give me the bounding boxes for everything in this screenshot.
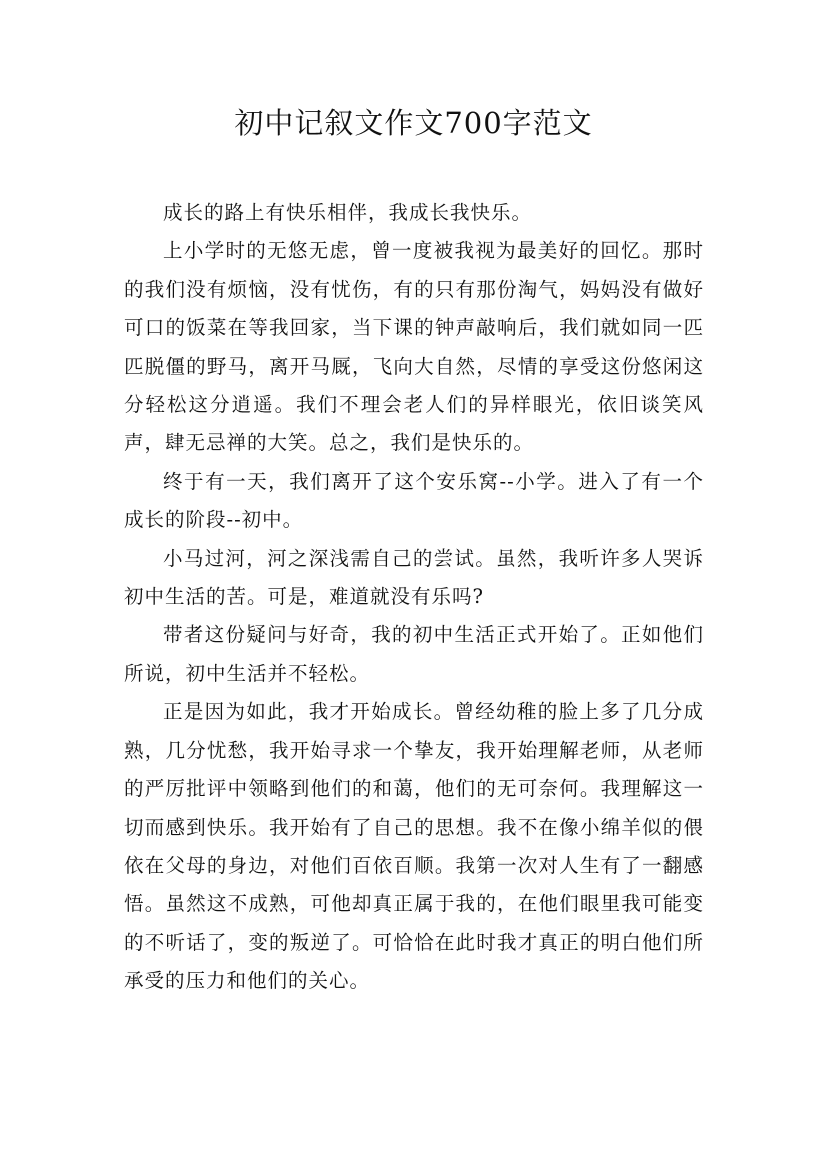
paragraph: 成长的路上有快乐相伴，我成长我快乐。 bbox=[163, 201, 533, 224]
paragraph: 上小学时的无悠无虑，曾一度被我视为最美好的回忆。那时的我们没有烦恼，没有忧伤，有的只有那份淘气，妈妈没有做好可口的饭菜在等我回家，当下课的钟声敲响后，我们就如同一匹匹脱僵的野马，离开马厩，飞向大自然，尽情的享受这份悠闲这分轻松这分逍遥。我们不理会老人们的异样眼光，依旧谈笑风声，肆无忌禅的大笑。总之，我们是快乐的。 bbox=[124, 239, 704, 455]
paragraph: 终于有一天，我们离开了这个安乐窝--小学。进入了有一个成长的阶段--初中。 bbox=[124, 469, 704, 532]
document-title: 初中记叙文作文700字范文 bbox=[234, 106, 593, 140]
document-body bbox=[124, 194, 704, 1001]
paragraph: 正是因为如此，我才开始成长。曾经幼稚的脸上多了几分成熟，几分忧愁，我开始寻求一个挚友，我开始理解老师，从老师的严厉批评中领略到他们的和蔼，他们的无可奈何。我理解这一切而感到快乐。我开始有了自己的思想。我不在像小绵羊似的偎依在父母的身边，对他们百依百顺。我第一次对人生有了一翻感悟。虽然这不成熟，可他却真正属于我的，在他们眼里我可能变的不听话了，变的叛逆了。可恰恰在此时我才真正的明白他们所承受的压力和他们的关心。 bbox=[124, 700, 704, 993]
paragraph: 带者这份疑问与好奇，我的初中生活正式开始了。正如他们所说，初中生活并不轻松。 bbox=[124, 623, 704, 685]
paragraph: 小马过河，河之深浅需自己的尝试。虽然，我听许多人哭诉初中生活的苦。可是，难道就没有乐吗? bbox=[124, 546, 704, 609]
